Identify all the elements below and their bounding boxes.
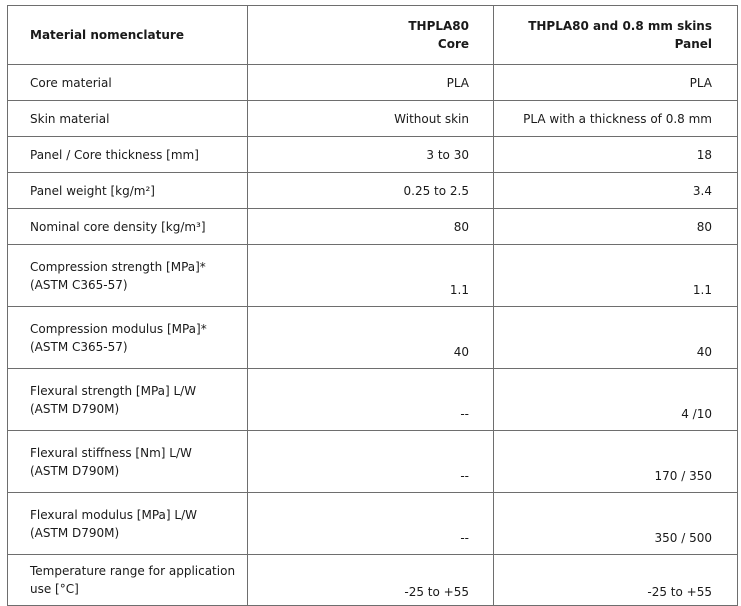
row-label (8, 209, 248, 245)
header-panel-line1: THPLA80 and 0.8 mm skins (528, 19, 712, 33)
row-core-value: PLA (248, 65, 494, 101)
row-panel-value: 3.4 (494, 173, 738, 209)
row-panel-value: 40 (494, 307, 738, 369)
row-core-value: 3 to 30 (248, 137, 494, 173)
row-panel-value: PLA with a thickness of 0.8 mm (494, 101, 738, 137)
row-panel-value: -25 to +55 (494, 555, 738, 606)
table-row (8, 431, 738, 493)
row-label-standard: (ASTM D790M) (30, 525, 120, 540)
header-material-nomenclature (8, 6, 248, 65)
table-row (8, 137, 738, 173)
row-label-text: Flexural stiffness [Nm] L/W (30, 445, 192, 460)
row-label (8, 493, 248, 555)
row-label (8, 101, 248, 137)
header-label: Material nomenclature (30, 28, 184, 42)
row-core-value: 0.25 to 2.5 (248, 173, 494, 209)
row-label-text: Compression strength [MPa]* (30, 259, 206, 274)
header-core (248, 6, 494, 65)
table-row (8, 555, 738, 606)
row-label (8, 307, 248, 369)
material-spec-table (7, 5, 738, 606)
row-label-text: Core material (30, 75, 112, 90)
row-panel-value: 18 (494, 137, 738, 173)
row-core-value: -25 to +55 (248, 555, 494, 606)
table-row (8, 369, 738, 431)
row-label (8, 369, 248, 431)
row-label (8, 431, 248, 493)
header-panel-line2: Panel (674, 37, 712, 51)
row-panel-value: 4 /10 (494, 369, 738, 431)
row-label-standard: (ASTM C365-57) (30, 277, 128, 292)
row-panel-value: 80 (494, 209, 738, 245)
table-row (8, 65, 738, 101)
header-core-line1: THPLA80 (408, 19, 469, 33)
row-label-text: Panel / Core thickness [mm] (30, 147, 199, 162)
row-label-text: Flexural strength [MPa] L/W (30, 383, 197, 398)
row-label-text: Compression modulus [MPa]* (30, 321, 207, 336)
row-label-text: Nominal core density [kg/m³] (30, 219, 206, 234)
row-core-value: -- (248, 431, 494, 493)
row-label-standard: (ASTM D790M) (30, 463, 120, 478)
row-label-unit: use [°C] (30, 582, 79, 596)
row-panel-value: 170 / 350 (494, 431, 738, 493)
table-row (8, 245, 738, 307)
row-core-value: -- (248, 493, 494, 555)
row-label-text: Flexural modulus [MPa] L/W (30, 507, 197, 522)
row-label-standard: (ASTM C365-57) (30, 339, 128, 354)
row-label-text: Temperature range for application (30, 564, 236, 578)
row-label (8, 137, 248, 173)
table-row (8, 307, 738, 369)
row-panel-value: 1.1 (494, 245, 738, 307)
header-core-line2: Core (437, 37, 469, 51)
row-label-text: Panel weight [kg/m²] (30, 183, 155, 198)
row-core-value: 80 (248, 209, 494, 245)
header-panel (494, 6, 738, 65)
row-label (8, 555, 248, 606)
row-panel-value: 350 / 500 (494, 493, 738, 555)
row-core-value: 1.1 (248, 245, 494, 307)
row-core-value: -- (248, 369, 494, 431)
row-core-value: 40 (248, 307, 494, 369)
row-panel-value: PLA (494, 65, 738, 101)
table-row (8, 209, 738, 245)
row-label (8, 245, 248, 307)
table-row (8, 493, 738, 555)
row-label-text: Skin material (30, 111, 110, 126)
table-row (8, 101, 738, 137)
row-core-value: Without skin (248, 101, 494, 137)
row-label (8, 173, 248, 209)
table-header-row (8, 6, 738, 65)
row-label (8, 65, 248, 101)
row-label-standard: (ASTM D790M) (30, 401, 120, 416)
table-row (8, 173, 738, 209)
